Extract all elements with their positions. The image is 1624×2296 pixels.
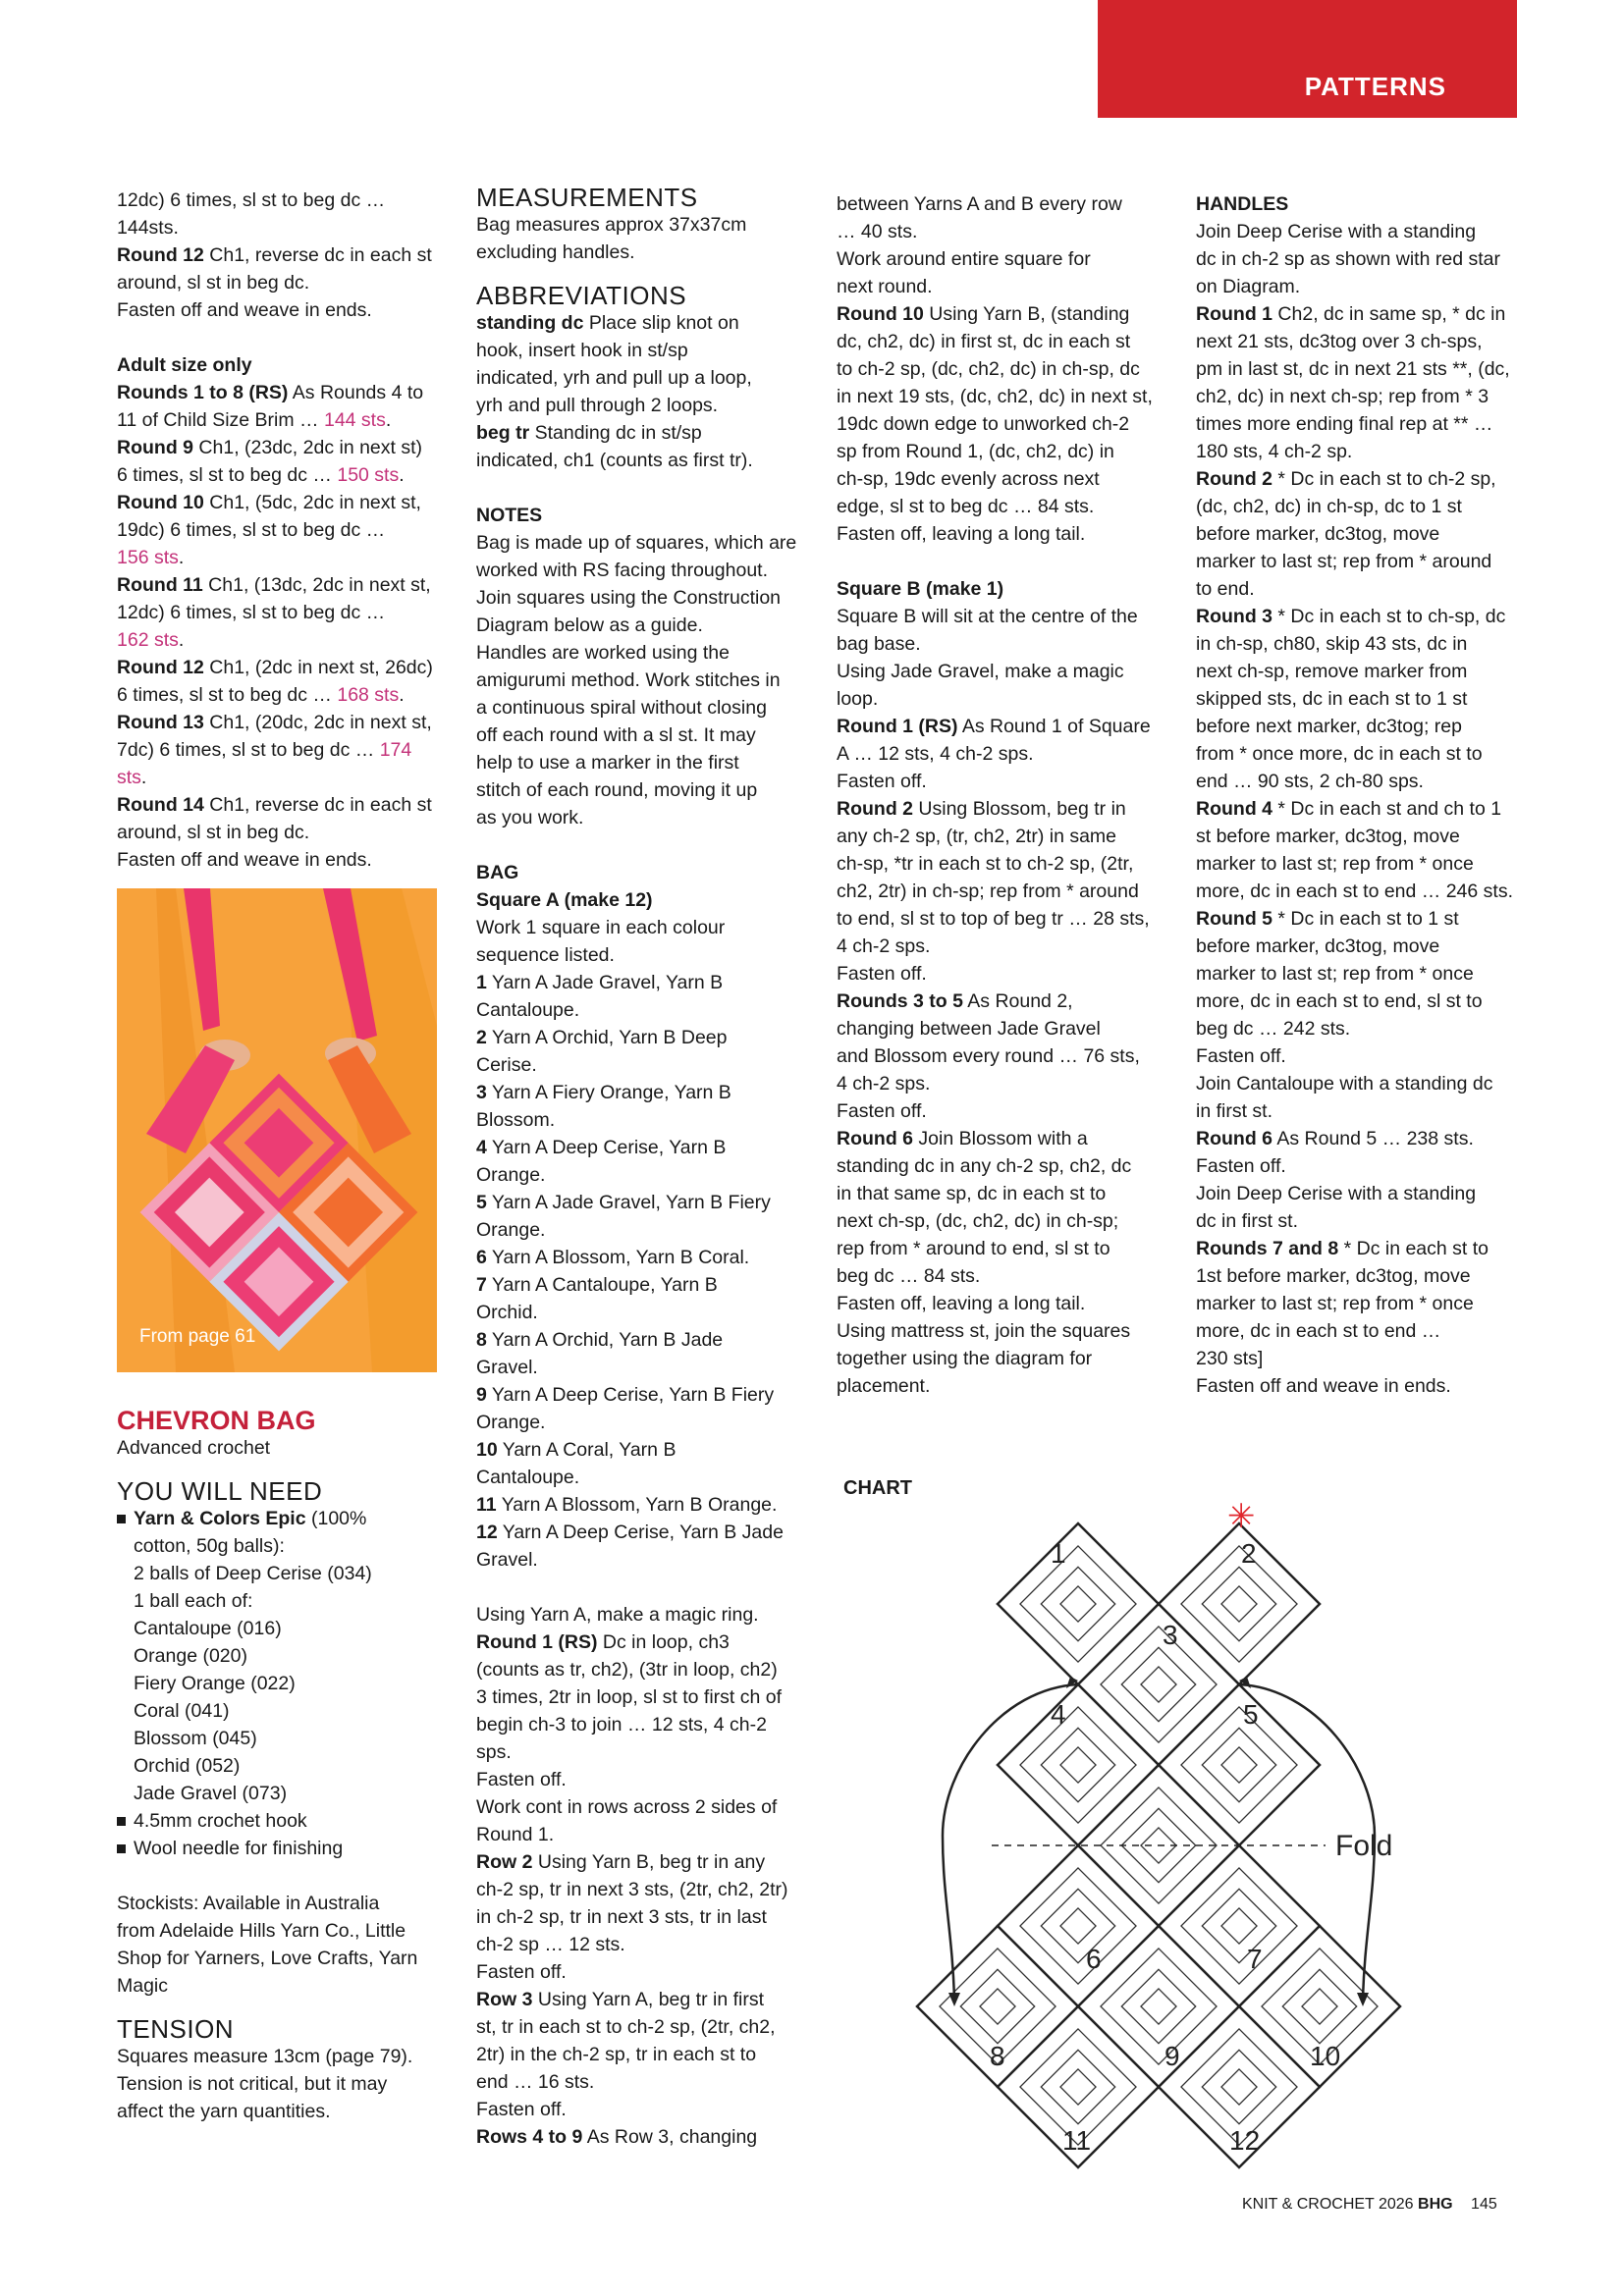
column-4: HANDLES Join Deep Cerise with a standing dc in ch-2 sp as shown with red star on Diagram. Round 1 Ch2, dc in same sp, * dc in next 21 sts, dc3tog over 3 ch-sps, pm in last st, dc in next 21 sts **, (dc, ch2, dc) in next ch-sp; rep from * 3 times more ending final rep at ** … 180 sts, 4 ch-2 sp. Round 2 * Dc in each st to ch-2 sp, (dc, ch2, dc) in ch-sp, dc to 1 st before marker, dc3tog, move marker to last st; rep from * around to end. Round 3 * Dc in each st to ch-sp, dc in ch-sp, ch80, skip 43 sts, dc in next ch-sp, remove marker from skipped sts, dc in each st to 1 st before next marker, dc3tog; rep from * once more, dc in each st to end … 90 sts, 2 ch-80 sps. Round 4 * Dc in each st and ch to 1 st before marker, dc3tog, move marker to last st; rep from * once more, dc in each st to end … 246 sts. Round 5 * Dc in each st to 1 st before marker, dc3tog, move marker to last st; rep from * once more, dc in each st to end, sl st to beg dc … 242 sts. Fasten off. Join Cantaloupe with a standing dc in first st. Round 6 As Round 5 … 238 sts. Fasten off. Join Deep Cerise with a standing dc in first st. Rounds 7 and 8 * Dc in each st to 1st before marker, dc3tog, move marker to last st; rep from * once more, dc in each st to end … 230 sts] Fasten off and weave in ends.	[1196, 190, 1525, 1400]
square-number: 4	[1051, 1699, 1066, 1730]
column-1-lower: CHEVRON BAG Advanced crochet YOU WILL NEED Yarn & Colors Epic (100% cotton, 50g balls): 2 balls of Deep Cerise (034) 1 ball each of: Cantaloupe (016) Orange (020) Fiery Orange (022) Coral (041) Blossom (045) Orchid (052) Jade Gravel (073) 4.5mm crochet hook Wool needle for finishing Stockists: Available in Australia from Adelaide Hills Yarn Co., Little Shop for Yarners, Love Crafts, Yarn Magic TENSION Squares measure 13cm (page 79). Tension is not critical, but it may affect the yarn quantities.	[117, 1407, 441, 2125]
magazine-brand: BHG	[1418, 2196, 1453, 2213]
adult-size-title: Adult size only	[117, 354, 252, 376]
hook-item: 4.5mm crochet hook	[117, 1807, 441, 1835]
measurements-heading: MEASUREMENTS	[476, 183, 698, 212]
square-number: 9	[1164, 2041, 1180, 2071]
round-10: Round 10 Ch1, (5dc, 2dc in next st,	[117, 492, 421, 513]
square-number: 11	[1062, 2125, 1092, 2156]
round-13: Round 13 Ch1, (20dc, 2dc in next st,	[117, 712, 432, 733]
text-line: Fasten off and weave in ends.	[117, 299, 372, 321]
color-item: Jade Gravel (073)	[134, 1783, 288, 1804]
sequence-item: 6 Yarn A Blossom, Yarn B Coral.	[476, 1247, 750, 1268]
square-number: 3	[1163, 1620, 1178, 1650]
stitch-count: 162 sts	[117, 629, 179, 651]
sequence-item: 4 Yarn A Deep Cerise, Yarn B	[476, 1137, 727, 1158]
stitch-count: 156 sts	[117, 547, 179, 568]
color-item: Orchid (052)	[134, 1755, 241, 1777]
tension-heading: TENSION	[117, 2014, 235, 2044]
you-will-need-heading: YOU WILL NEED	[117, 1476, 323, 1506]
magazine-title: KNIT & CROCHET 2026	[1242, 2196, 1414, 2213]
square-number: 12	[1229, 2125, 1261, 2156]
colour-sequence-list: 1 Yarn A Jade Gravel, Yarn B Cantaloupe. 2 Yarn A Orchid, Yarn B Deep Cerise. 3 Yarn A Fiery Orange, Yarn B Blossom. 4 Yarn A Deep Cerise, Yarn B Orange. 5 Yarn A Jade Gravel, Yarn B Fiery Orange. 6 Yarn A Blossom, Yarn B Coral. 7 Yarn A Cantaloupe, Yarn B Orchid. 8 Yarn A Orchid, Yarn B Jade Gravel. 9 Yarn A Deep Cerise, Yarn B Fiery Orange. 10 Yarn A Coral, Yarn B Cantaloupe. 11 Yarn A Blossom, Yarn B Orange. 12 Yarn A Deep Cerise, Yarn B Jade Gravel.	[476, 969, 805, 1574]
photo-caption: From page 61	[139, 1326, 256, 1347]
round-14: Round 14 Ch1, reverse dc in each st	[117, 794, 432, 816]
sequence-item: 7 Yarn A Cantaloupe, Yarn B	[476, 1274, 718, 1296]
needle-item: Wool needle for finishing	[117, 1835, 441, 1862]
square-b-heading: Square B (make 1)	[837, 578, 1004, 600]
construction-diagram	[884, 1502, 1434, 2169]
square-number: 7	[1247, 1944, 1263, 1974]
color-item: Coral (041)	[134, 1700, 230, 1722]
round-9: Round 9 Ch1, (23dc, 2dc in next st)	[117, 437, 423, 458]
square-number: 6	[1086, 1944, 1102, 1974]
round-11: Round 11 Ch1, (13dc, 2dc in next st,	[117, 574, 431, 596]
sequence-item: 3 Yarn A Fiery Orange, Yarn B	[476, 1082, 731, 1103]
round-12: Round 12 Ch1, reverse dc in each st	[117, 244, 432, 266]
square-number: 2	[1241, 1538, 1257, 1569]
bag-illustration	[117, 888, 437, 1372]
column-3: between Yarns A and B every row … 40 sts. Work around entire square for next round. Round 10 Using Yarn B, (standing dc, ch2, dc) in first st, dc in each st to ch-2 sp, (dc, ch2, dc) in ch-sp, dc in next 19 sts, (dc, ch2, dc) in next st, 19dc down edge to unworked ch-2 sp from Round 1, (dc, ch2, dc) in ch-sp, 19dc evenly across next edge, sl st to beg dc … 84 sts. Fasten off, leaving a long tail. Square B (make 1) Square B will sit at the centre of the bag base. Using Jade Gravel, make a magic loop. Round 1 (RS) As Round 1 of Square A … 12 sts, 4 ch-2 sps. Fasten off. Round 2 Using Blossom, beg tr in any ch-2 sp, (tr, ch2, 2tr) in same ch-sp, *tr in each st to ch-2 sp, (2tr, ch2, 2tr) in ch-sp; rep from * around to end, sl st to top of beg tr … 28 sts, 4 ch-2 sps. Fasten off. Rounds 3 to 5 As Round 2, changing between Jade Gravel and Blossom every round … 76 sts, 4 ch-2 sps. Fasten off. Round 6 Join Blossom with a standing dc in any ch-2 sp, ch2, dc in that same sp, dc in each st to next ch-sp, (dc, ch2, dc) in ch-sp; rep from * around to end, sl st to beg dc … 84 sts. Fasten off, leaving a long tail. Using mattress st, join the squares together using the diagram for placement.	[837, 190, 1165, 1400]
stockists: Stockists: Available in Australia	[117, 1893, 380, 1914]
color-item: Fiery Orange (022)	[134, 1673, 296, 1694]
sequence-item: 11 Yarn A Blossom, Yarn B Orange.	[476, 1494, 778, 1516]
text-line: around, sl st in beg dc.	[117, 272, 310, 294]
pattern-title: CHEVRON BAG	[117, 1406, 316, 1435]
sequence-item: 1 Yarn A Jade Gravel, Yarn B	[476, 972, 724, 993]
bullet-icon	[117, 1817, 126, 1826]
red-star-icon: ✳	[1227, 1502, 1256, 1536]
yarn-item: Yarn & Colors Epic (100%	[117, 1505, 441, 1532]
color-item: Orange (020)	[134, 1645, 247, 1667]
notes-heading: NOTES	[476, 505, 543, 526]
stitch-count: 168 sts	[337, 684, 400, 706]
column-1: 12dc) 6 times, sl st to beg dc … 144sts. Round 12 Ch1, reverse dc in each st around, sl st in beg dc. Fasten off and weave in ends. Adult size only Rounds 1 to 8 (RS) As Rounds 4 to 11 of Child Size Brim … 144 sts. Round 9 Ch1, (23dc, 2dc in next st) 6 times, sl st to beg dc … 150 sts. Round 10 Ch1, (5dc, 2dc in next st, 19dc) 6 times, sl st to beg dc … 156 sts. Round 11 Ch1, (13dc, 2dc in next st, 12dc) 6 times, sl st to beg dc … 162 sts. Round 12 Ch1, (2dc in next st, 26dc) 6 times, sl st to beg dc … 168 sts. Round 13 Ch1, (20dc, 2dc in next st, 7dc) 6 times, sl st to beg dc … 174 sts. Round 14 Ch1, reverse dc in each st around, sl st in beg dc. Fasten off and weave in ends.	[117, 187, 441, 874]
bag-heading: BAG	[476, 862, 519, 883]
stitch-count: 144 sts	[323, 409, 386, 431]
sequence-item: 5 Yarn A Jade Gravel, Yarn B Fiery	[476, 1192, 771, 1213]
section-label: PATTERNS	[1304, 72, 1446, 101]
chart-heading: CHART	[843, 1477, 912, 1499]
rounds-1-8: Rounds 1 to 8 (RS) As Rounds 4 to	[117, 382, 424, 403]
square-number: 5	[1243, 1699, 1259, 1730]
square-number: 10	[1310, 2041, 1341, 2071]
skill-level: Advanced crochet	[117, 1437, 271, 1459]
square-a-heading: Square A (make 12)	[476, 889, 653, 911]
square-number: 8	[990, 2041, 1005, 2071]
page-footer	[1242, 2196, 1497, 2214]
handles-heading: HANDLES	[1196, 193, 1289, 215]
sequence-item: 8 Yarn A Orchid, Yarn B Jade	[476, 1329, 724, 1351]
sequence-item: 12 Yarn A Deep Cerise, Yarn B Jade	[476, 1522, 784, 1543]
page-number: 145	[1471, 2196, 1497, 2213]
bullet-icon	[117, 1844, 126, 1853]
bag-photo	[117, 888, 437, 1372]
stitch-count: 150 sts	[337, 464, 400, 486]
text-line: 144sts.	[117, 217, 179, 239]
sequence-item: 2 Yarn A Orchid, Yarn B Deep	[476, 1027, 728, 1048]
sequence-item: 9 Yarn A Deep Cerise, Yarn B Fiery	[476, 1384, 775, 1406]
sequence-item: 10 Yarn A Coral, Yarn B	[476, 1439, 677, 1461]
round-12-adult: Round 12 Ch1, (2dc in next st, 26dc)	[117, 657, 433, 678]
fold-label: Fold	[1335, 1830, 1393, 1862]
abbreviations-heading: ABBREVIATIONS	[476, 281, 687, 310]
section-tab	[1098, 0, 1517, 118]
color-item: Cantaloupe (016)	[134, 1618, 282, 1639]
color-item: Blossom (045)	[134, 1728, 257, 1749]
square-number: 1	[1051, 1538, 1066, 1569]
stitch-count: 174 sts	[117, 739, 412, 788]
column-2: MEASUREMENTS Bag measures approx 37x37cm excluding handles. ABBREVIATIONS standing dc Place slip knot on hook, insert hook in st/sp indicated, yrh and pull up a loop, yrh and pull through 2 loops. beg tr Standing dc in st/sp indicated, ch1 (counts as first tr). NOTES Bag is made up of squares, which are worked with RS facing throughout. Join squares using the Construction Diagram below as a guide. Handles are worked using the amigurumi method. Work stitches in a continuous spiral without closing off each round with a sl st. It may help to use a marker in the first stitch of each round, moving it up as you work. BAG Square A (make 12) Work 1 square in each colour sequence listed. 1 Yarn A Jade Gravel, Yarn B Cantaloupe. 2 Yarn A Orchid, Yarn B Deep Cerise. 3 Yarn A Fiery Orange, Yarn B Blossom. 4 Yarn A Deep Cerise, Yarn B Orange. 5 Yarn A Jade Gravel, Yarn B Fiery Orange. 6 Yarn A Blossom, Yarn B Coral. 7 Yarn A Cantaloupe, Yarn B Orchid. 8 Yarn A Orchid, Yarn B Jade Gravel. 9 Yarn A Deep Cerise, Yarn B Fiery Orange. 10 Yarn A Coral, Yarn B Cantaloupe. 11 Yarn A Blossom, Yarn B Orange. 12 Yarn A Deep Cerise, Yarn B Jade Gravel. Using Yarn A, make a magic ring. Round 1 (RS) Dc in loop, ch3 (counts as tr, ch2), (3tr in loop, ch2) 3 times, 2tr in loop, sl st to first ch of begin ch-3 to join … 12 sts, 4 ch-2 sps. Fasten off. Work cont in rows across 2 sides of Round 1. Row 2 Using Yarn B, beg tr in any ch-2 sp, tr in next 3 sts, (2tr, ch2, 2tr) in ch-2 sp, tr in next 3 sts, tr in last ch-2 sp … 12 sts. Fasten off. Row 3 Using Yarn A, beg tr in first st, tr in each st to ch-2 sp, (2tr, ch2, 2tr) in the ch-2 sp, tr in each st to end … 16 sts. Fasten off. Rows 4 to 9 As Row 3, changing	[476, 182, 805, 2151]
bullet-icon	[117, 1515, 126, 1523]
text-line: 12dc) 6 times, sl st to beg dc …	[117, 189, 386, 211]
